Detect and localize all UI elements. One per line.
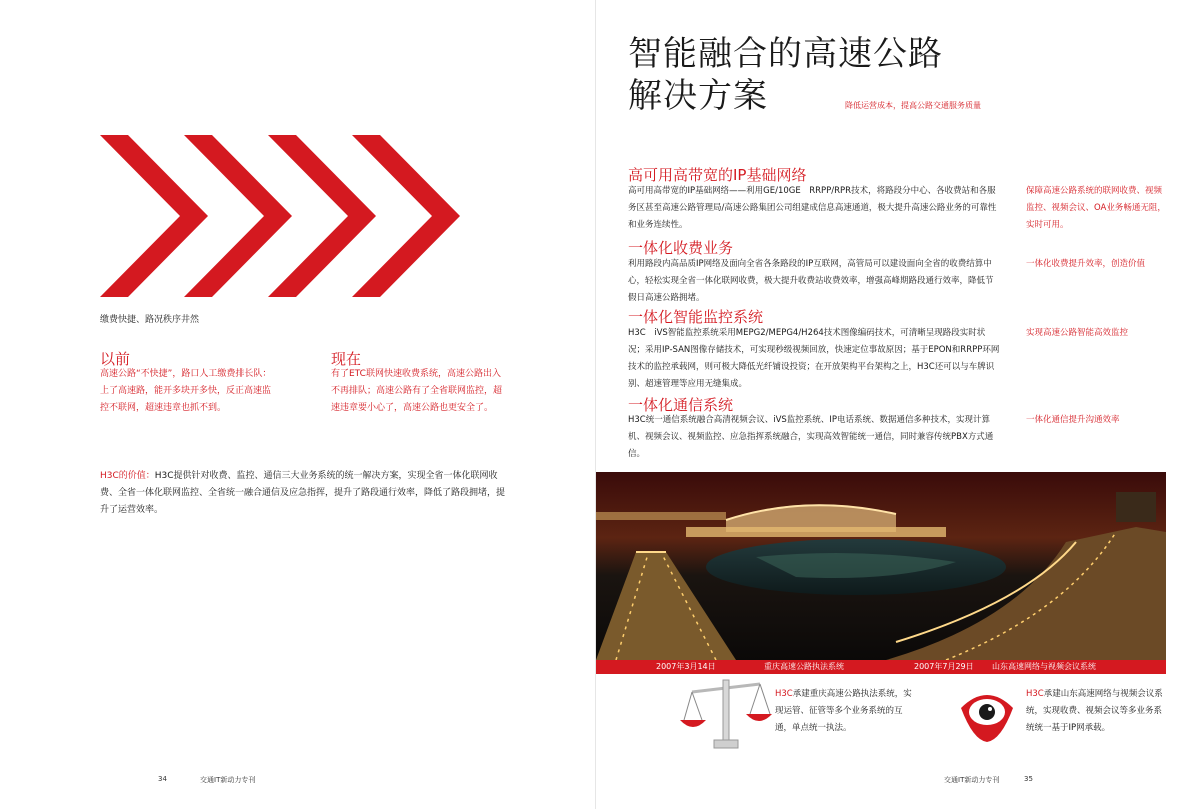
page-spine xyxy=(595,0,596,809)
before-heading: 以前 xyxy=(100,350,131,368)
now-heading: 现在 xyxy=(331,350,362,368)
image-caption: 缴费快捷、路况秩序井然 xyxy=(100,315,200,325)
section-heading-communication: 一体化通信系统 xyxy=(628,396,734,414)
left-page-number: 34 xyxy=(158,775,167,783)
h3c-value-paragraph xyxy=(100,468,510,519)
section-heading-ip-network: 高可用高带宽的IP基础网络 xyxy=(628,166,807,184)
right-folio-title: 交通IT新动力专刊 xyxy=(944,776,1000,784)
side-note-monitoring: 实现高速公路智能高效监控 xyxy=(1026,328,1129,338)
section-heading-monitoring: 一体化智能监控系统 xyxy=(628,308,764,326)
section-heading-toll: 一体化收费业务 xyxy=(628,239,734,257)
case2-description: 承建山东高速网络与视频会议系统，实现收费、视频会议等多业务系统统一基于IP网承载。 xyxy=(1026,689,1163,733)
scales-of-justice-icon xyxy=(680,668,772,758)
side-note-toll: 一体化收费提升效率，创造价值 xyxy=(1026,259,1146,269)
page-subtitle: 降低运营成本，提高公路交通服务质量 xyxy=(845,101,981,110)
before-text: 高速公路“不快捷”，路口人工缴费排长队：上了高速路，能开多块开多快，反正高速监控不联网，超速违章也抓不到。 xyxy=(100,369,272,413)
eye-icon xyxy=(955,682,1019,744)
timeline-event-1: 重庆高速公路执法系统 xyxy=(764,662,844,671)
value-label: H3C的价值： xyxy=(100,471,155,481)
title-line-1: 智能融合的高速公路 xyxy=(628,34,943,74)
left-folio-title: 交通IT新动力专刊 xyxy=(200,776,256,784)
value-text: H3C提供针对收费、监控、通信三大业务系统的统一解决方案，实现全省一体化联网收费、全省一体化联网监控、全省统一融合通信及应急指挥，提升了路段通行效率，降低了路段拥堵，提升了运营效率。 xyxy=(100,471,506,515)
case1-description: 承建重庆高速公路执法系统，实现运管、征管等多个业务系统的互通，单点统一执法。 xyxy=(775,689,912,733)
section-text-toll: 利用路段内高品质IP网络及面向全省各条路段的IP互联网，高管局可以建设面向全省的收费结算中心，轻松实现全省一体化联网收费，极大提升收费站收费效率，增强高峰期路段通行效率，降低节假日高速公路拥堵。 xyxy=(628,259,994,303)
side-note-communication: 一体化通信提升沟通效率 xyxy=(1026,415,1120,425)
case2-text xyxy=(1026,686,1166,737)
chevron-arrows-graphic xyxy=(100,135,462,297)
section-text-communication: H3C统一通信系统融合高清视频会议、iVS监控系统、IP电话系统、数据通信多种技术，实现计算机、视频会议、视频监控、应急指挥系统融合，实现高效智能统一通信，同时兼容传统PBX方式通信。 xyxy=(628,415,994,459)
section-text-monitoring: H3C iVS智能监控系统采用MEPG2/MEPG4/H264技术图像编码技术，可清晰呈现路段实时状况；采用IP-SAN图像存储技术，可实现秒级视频回放，快速定位事故原因；基于EPON和RRPP环网技术的监控承载网，则可极大降低光纤铺设投资；在开放架构平台架构之上，H3C还可以与车牌识别、超速管理等应用无缝集成。 xyxy=(628,328,1000,389)
section-text-ip-network: 高可用高带宽的IP基础网络——利用GE/10GE RRPP/RPR技术，将路段分中心、各收费站和各服务区甚至高速公路管理局/高速公路集团公司组建成信息高速通道，极大提升高速公路业务的可靠性和业务连续性。 xyxy=(628,186,997,230)
case1-text xyxy=(775,686,915,737)
timeline-date-1: 2007年3月14日 xyxy=(656,662,716,671)
title-line-2: 解决方案 xyxy=(628,76,768,116)
side-note-ip-network: 保障高速公路系统的联网收费、视频监控、视频会议、OA业务畅通无阻，实时可用。 xyxy=(1026,186,1166,230)
highway-night-photo xyxy=(596,472,1166,660)
now-text: 有了ETC联网快速收费系统，高速公路出入不再排队；高速公路有了全省联网监控，超速违章要小心了，高速公路也更安全了。 xyxy=(331,369,503,413)
timeline-event-2: 山东高速网络与视频会议系统 xyxy=(992,662,1096,671)
timeline-date-2: 2007年7月29日 xyxy=(914,662,974,671)
case2-brand: H3C xyxy=(1026,689,1044,699)
right-page-number: 35 xyxy=(1024,775,1033,783)
case1-brand: H3C xyxy=(775,689,793,699)
